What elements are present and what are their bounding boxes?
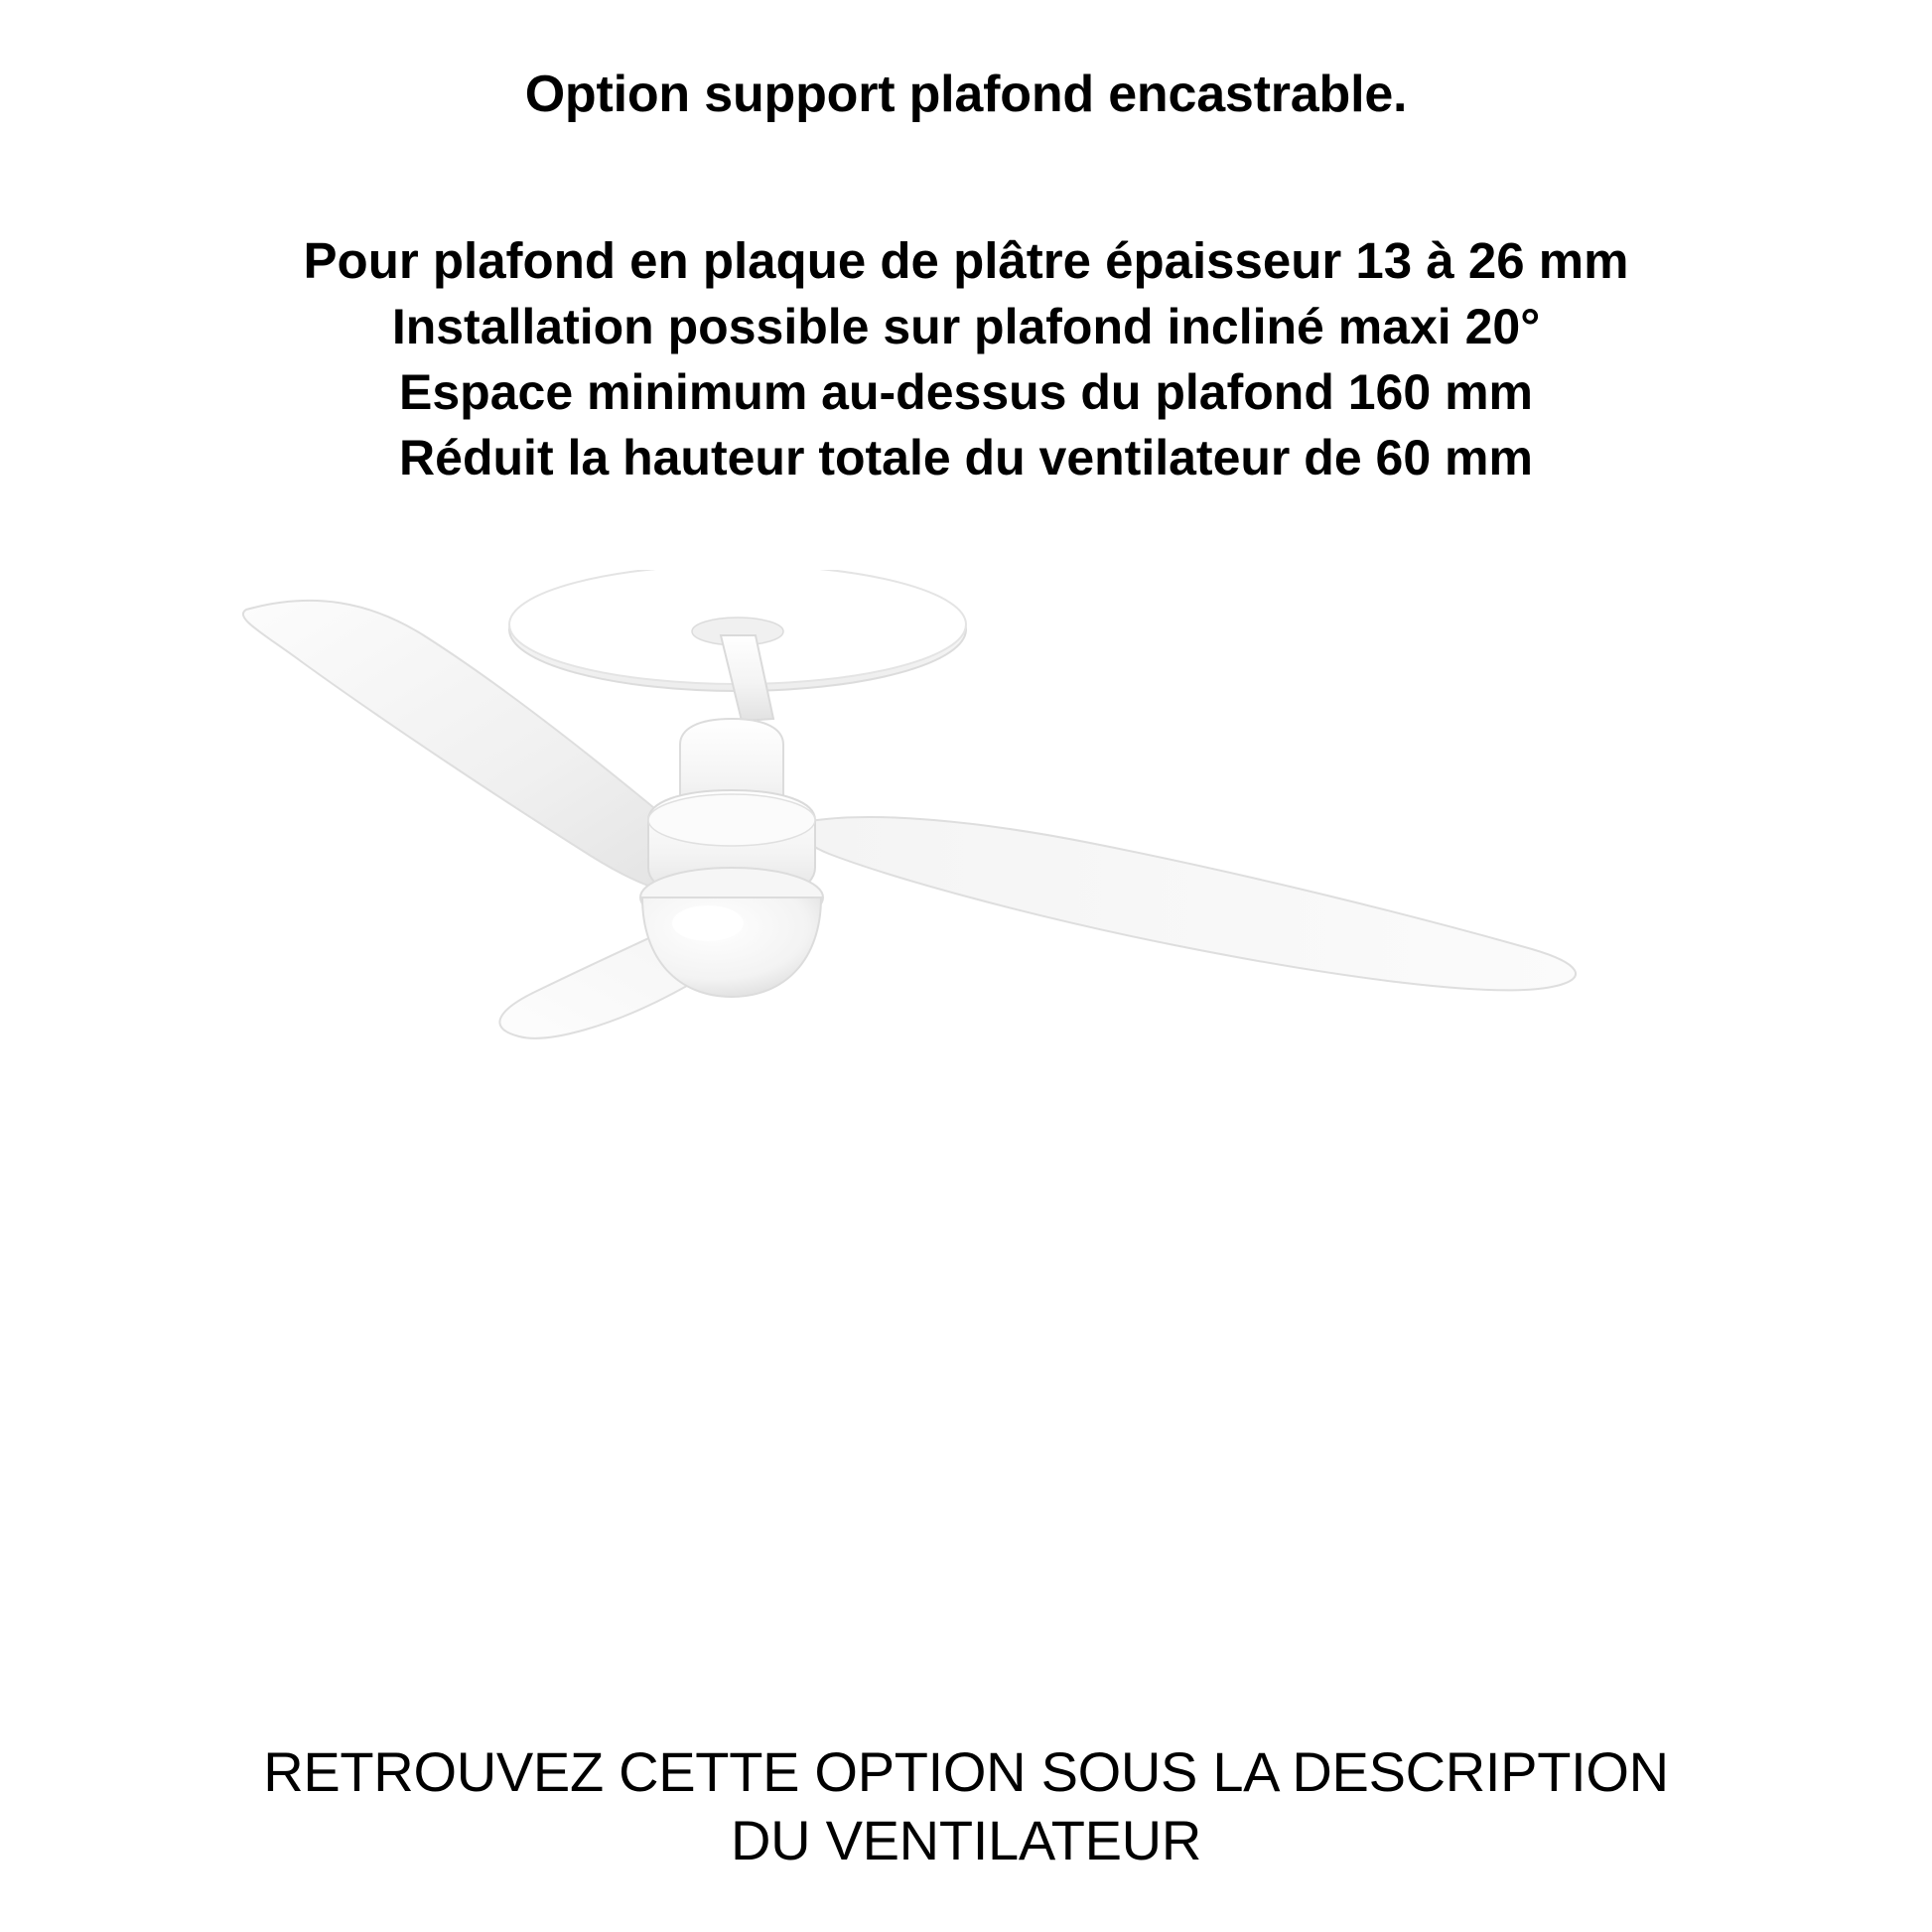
- ceiling-fan-illustration: [221, 570, 1711, 1126]
- page-title: Option support plafond encastrable.: [524, 66, 1408, 123]
- fan-blade-right: [799, 817, 1576, 990]
- specification-list: [0, 227, 1932, 490]
- footer-line-2: DU VENTILATEUR: [731, 1808, 1201, 1871]
- spec-line-thickness: Pour plafond en plaque de plâtre épaisseur 13 à 26 mm: [303, 231, 1629, 289]
- product-image-area: [0, 570, 1932, 1265]
- spec-line-height-reduction: Réduit la hauteur totale du ventilateur de 60 mm: [399, 429, 1533, 485]
- footer-line-1: RETROUVEZ CETTE OPTION SOUS LA DESCRIPTION: [263, 1740, 1669, 1804]
- spec-line-clearance: Espace minimum au-dessus du plafond 160 mm: [399, 363, 1533, 420]
- spec-line-incline: Installation possible sur plafond incliné maxi 20°: [391, 298, 1541, 354]
- footer-note: [0, 1738, 1932, 1874]
